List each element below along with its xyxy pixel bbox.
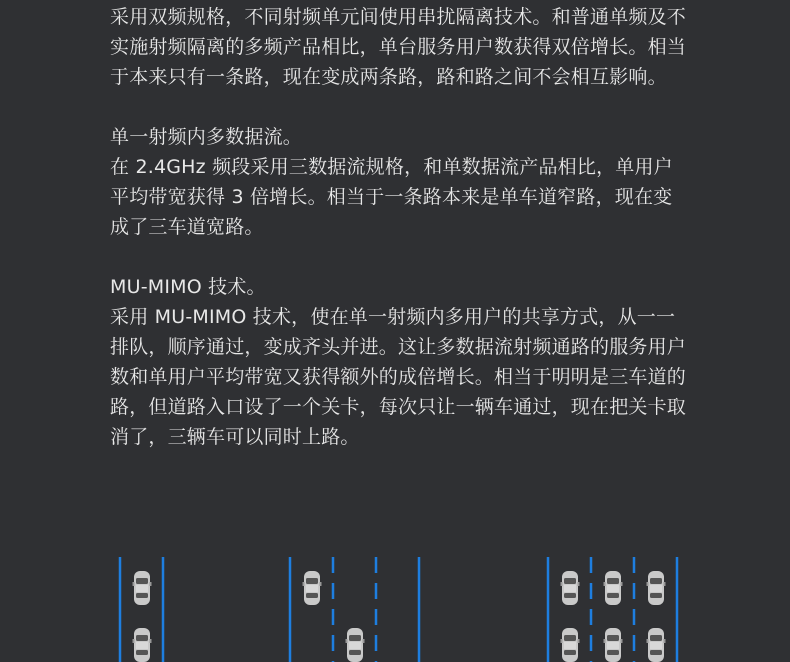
article-body bbox=[110, 2, 690, 452]
paragraph-dual-band: 采用双频规格，不同射频单元间使用串扰隔离技术。和普通单频及不实施射频隔离的多频产品相比，单台服务用户数获得双倍增长。相当于本来只有一条路，现在变成两条路，路和路之间不会相互影响。 bbox=[110, 6, 687, 88]
car-icon bbox=[133, 571, 152, 605]
road-group-single-lane bbox=[120, 557, 163, 662]
car-icon bbox=[561, 571, 580, 605]
road-lanes-illustration bbox=[0, 540, 790, 662]
car-icon bbox=[303, 571, 322, 605]
car-icon bbox=[604, 628, 623, 662]
paragraph-multistream-body: 在 2.4GHz 频段采用三数据流规格，和单数据流产品相比，单用户平均带宽获得 3 倍增长。相当于一条路本来是单车道窄路，现在变成了三车道宽路。 bbox=[110, 156, 673, 238]
car-icon bbox=[346, 628, 365, 662]
car-icon bbox=[604, 571, 623, 605]
road-group-three-lane-single-entry bbox=[290, 557, 419, 662]
paragraph-spacer bbox=[110, 92, 690, 122]
paragraph-multistream-title: 单一射频内多数据流。 bbox=[110, 126, 303, 148]
paragraph-mumimo-body: 采用 MU-MIMO 技术，使在单一射频内多用户的共享方式，从一一排队，顺序通过，变成齐头并进。这让多数据流射频通路的服务用户数和单用户平均带宽又获得额外的成倍增长。相当于明明是三车道的路，但道路入口设了一个关卡，每次只让一辆车通过，现在把关卡取消了，三辆车可以同时上路。 bbox=[110, 306, 687, 448]
car-icon bbox=[647, 628, 666, 662]
road-group-three-lane-parallel bbox=[548, 557, 677, 662]
car-icon bbox=[561, 628, 580, 662]
car-icon bbox=[133, 628, 152, 662]
paragraph-spacer bbox=[110, 242, 690, 272]
paragraph-mumimo-title: MU-MIMO 技术。 bbox=[110, 276, 266, 298]
car-icon bbox=[647, 571, 666, 605]
